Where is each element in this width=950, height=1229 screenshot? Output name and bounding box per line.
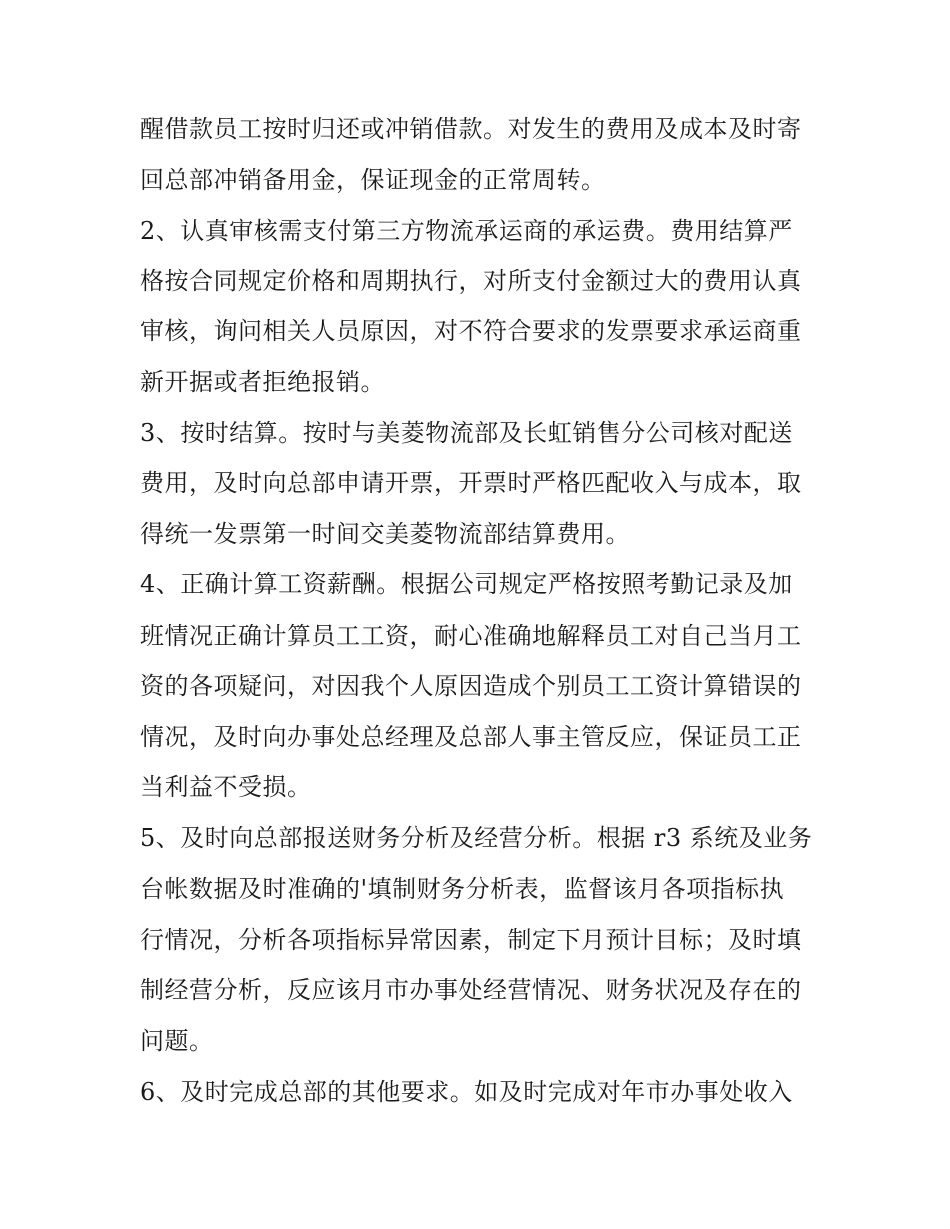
text-line: 3、按时结算。按时与美菱物流部及长虹销售分公司核对配送 xyxy=(140,419,793,447)
text-line: 格按合同规定价格和周期执行，对所支付金额过大的费用认真 xyxy=(140,267,802,295)
text-line: 回总部冲销备用金，保证现金的正常周转。 xyxy=(140,166,606,194)
text-line: 得统一发票第一时间交美菱物流部结算费用。 xyxy=(140,520,630,548)
text-line: 5、及时向总部报送财务分析及经营分析。根据 r3 系统及业务 xyxy=(140,824,813,852)
text-line: 当利益不受损。 xyxy=(140,773,312,801)
text-line: 台帐数据及时准确的'填制财务分析表，监督该月各项指标执 xyxy=(140,875,785,903)
text-line: 醒借款员工按时归还或冲销借款。对发生的费用及成本及时寄 xyxy=(140,115,802,143)
text-line: 资的各项疑问，对因我个人原因造成个别员工工资计算错误的 xyxy=(140,672,802,700)
text-line: 费用，及时向总部申请开票，开票时严格匹配收入与成本，取 xyxy=(140,469,802,497)
text-line: 审核，询问相关人员原因，对不符合要求的发票要求承运商重 xyxy=(140,317,802,345)
text-line: 6、及时完成总部的其他要求。如及时完成对年市办事处收入 xyxy=(140,1078,793,1106)
text-line: 新开据或者拒绝报销。 xyxy=(140,368,385,396)
text-line: 行情况，分析各项指标异常因素，制定下月预计目标；及时填 xyxy=(140,926,802,954)
text-line: 2、认真审核需支付第三方物流承运商的承运费。费用结算严 xyxy=(140,217,793,245)
text-line: 情况，及时向办事处总经理及总部人事主管反应，保证员工正 xyxy=(140,723,802,751)
text-line: 4、正确计算工资薪酬。根据公司规定严格按照考勤记录及加 xyxy=(140,570,793,598)
text-line: 问题。 xyxy=(140,1027,214,1055)
text-line: 班情况正确计算员工工资，耐心准确地解释员工对自己当月工 xyxy=(140,622,802,650)
text-line: 制经营分析，反应该月市办事处经营情况、财务状况及存在的 xyxy=(140,976,802,1004)
